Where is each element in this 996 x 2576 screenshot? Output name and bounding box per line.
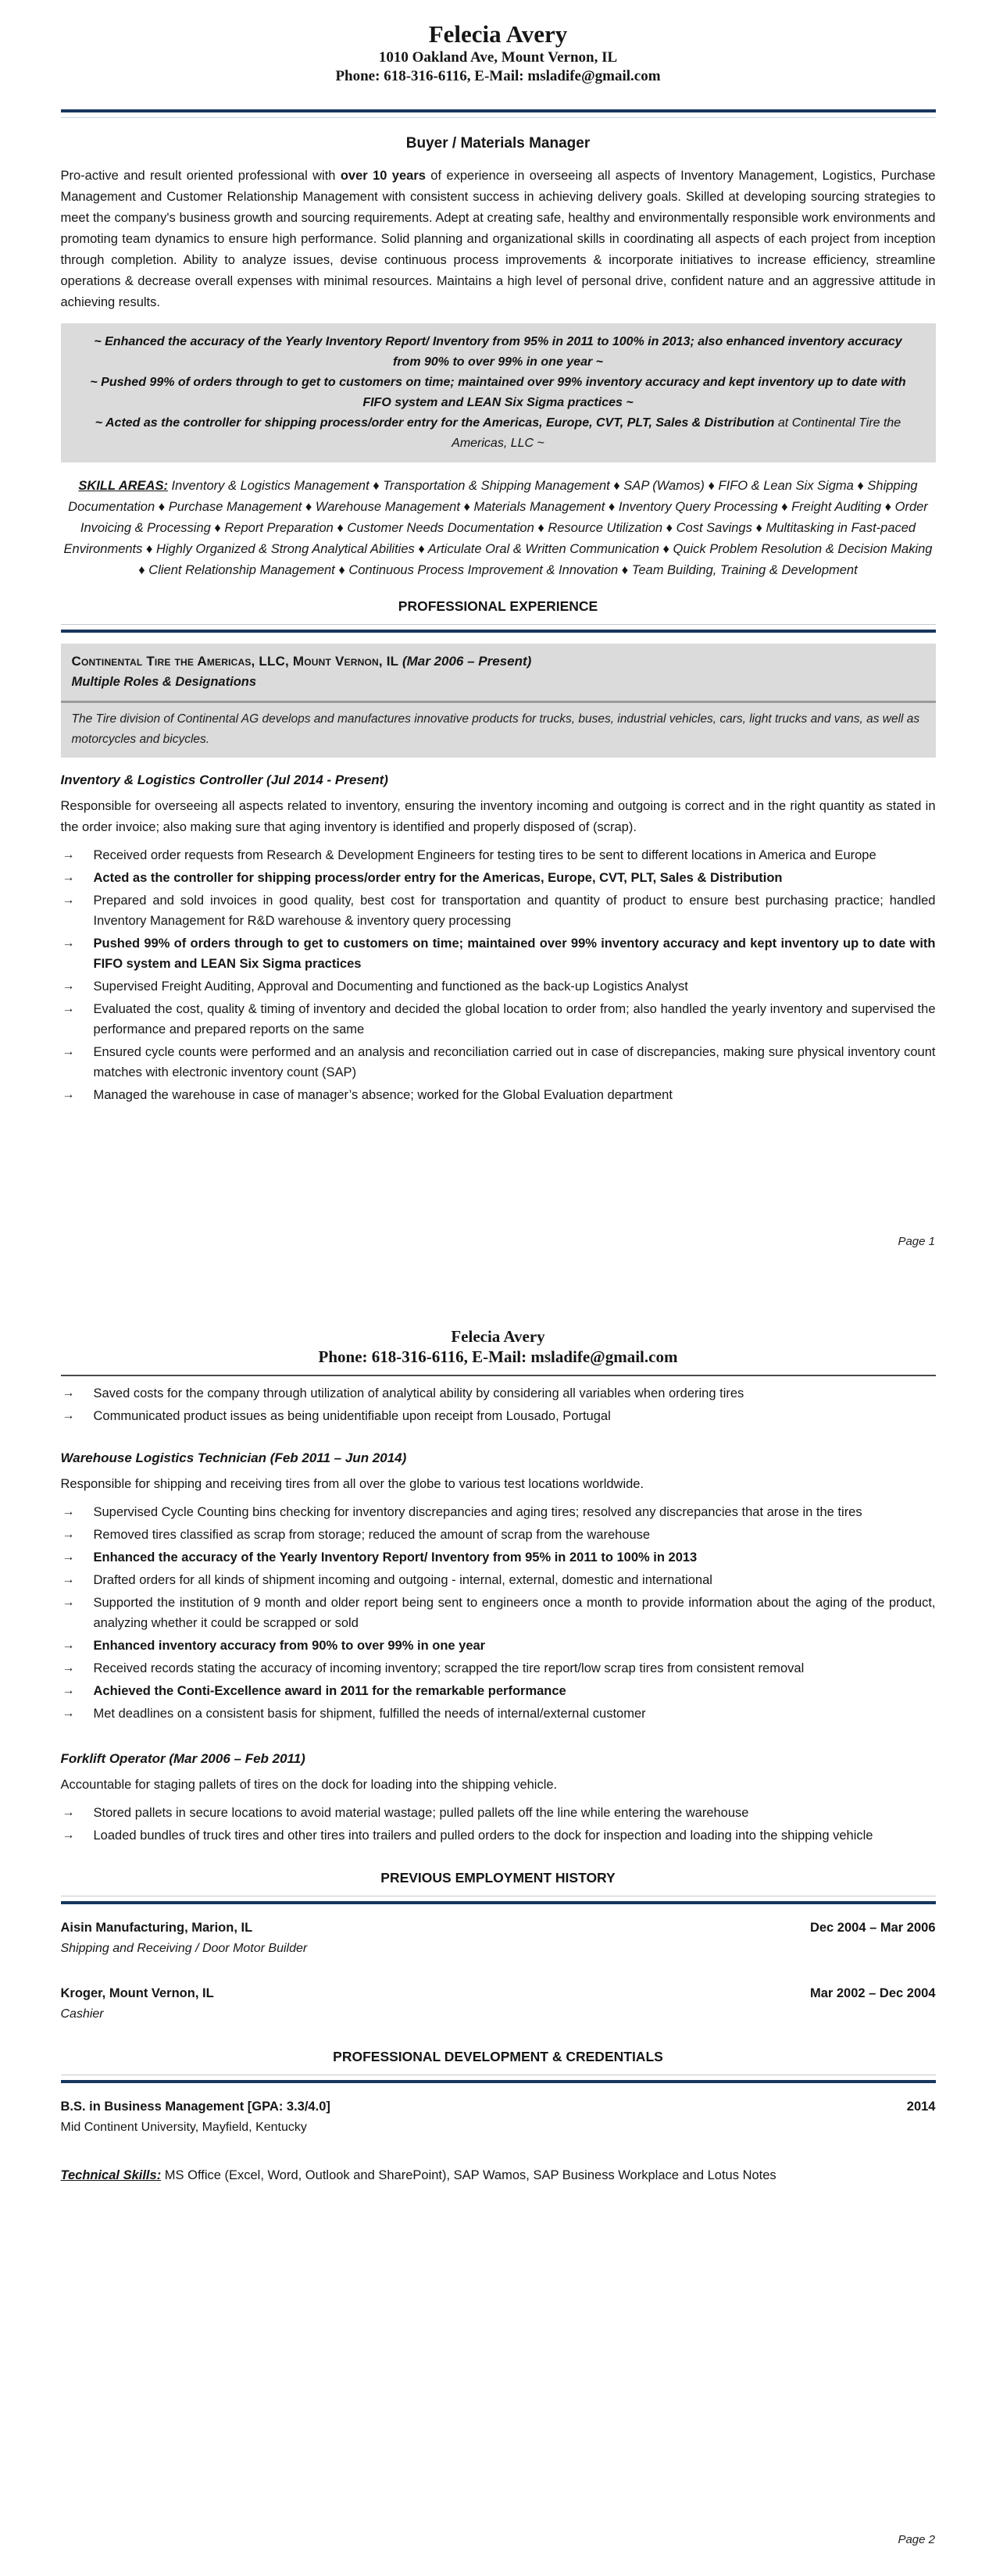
section-heading-professional-experience: PROFESSIONAL EXPERIENCE bbox=[398, 598, 598, 614]
education-entry bbox=[61, 2096, 936, 2138]
previous-dates: Mar 2002 – Dec 2004 bbox=[809, 1986, 936, 2000]
section-divider bbox=[61, 1896, 936, 1904]
resume-address: 1010 Oakland Ave, Mount Vernon, IL bbox=[378, 49, 618, 66]
bullet-text: Removed tires classified as scrap from storage; reduced the amount of scrap from the warehouse bbox=[93, 1528, 651, 1542]
bullet-text: Met deadlines on a consistent basis for shipment, fulfilled the needs of internal/external customer bbox=[93, 1707, 646, 1721]
header-divider bbox=[61, 109, 936, 118]
employer-subtitle: Multiple Roles & Designations bbox=[71, 675, 257, 689]
bullet-text: Received order requests from Research & Development Engineers for testing tires to be sent to different locations in America and Europe bbox=[93, 848, 876, 862]
bullet-text: Drafted orders for all kinds of shipment incoming and outgoing - internal, external, domestic and international bbox=[93, 1573, 712, 1587]
bullet-item bbox=[61, 1570, 936, 1590]
technical-skills-text: MS Office (Excel, Word, Outlook and SharePoint), SAP Wamos, SAP Business Workplace and Lotus Notes bbox=[161, 2168, 776, 2182]
school: Mid Continent University, Mayfield, Kentucky bbox=[60, 2121, 307, 2134]
graduation-year: 2014 bbox=[906, 2100, 936, 2114]
bullet-text: Enhanced the accuracy of the Yearly Inventory Report/ Inventory from 95% in 2011 to 100% in 2013 bbox=[93, 1550, 698, 1565]
section-heading-previous-employment: PREVIOUS EMPLOYMENT HISTORY bbox=[380, 1870, 616, 1886]
previous-employment-entry bbox=[61, 1918, 936, 1959]
job-title-forklift-operator: Forklift Operator (Mar 2006 – Feb 2011) bbox=[60, 1751, 305, 1766]
previous-company: Kroger, Mount Vernon, IL bbox=[60, 1986, 214, 2000]
previous-dates: Dec 2004 – Mar 2006 bbox=[809, 1921, 936, 1935]
bullet-item bbox=[61, 933, 936, 974]
arrow-bullet-icon: → bbox=[62, 1707, 75, 1720]
section-heading-credentials: PROFESSIONAL DEVELOPMENT & CREDENTIALS bbox=[333, 2049, 663, 2064]
arrow-bullet-icon: → bbox=[62, 848, 75, 862]
target-role-title: Buyer / Materials Manager bbox=[405, 135, 591, 152]
arrow-bullet-icon: → bbox=[62, 979, 75, 993]
bullet-text: Stored pallets in secure locations to avoid material wastage; pulled pallets off the line while entering the warehouse bbox=[93, 1806, 749, 1820]
job1-bullet-list bbox=[61, 845, 936, 1105]
degree: B.S. in Business Management [GPA: 3.3/4.0] bbox=[60, 2100, 330, 2114]
skill-areas-list: Inventory & Logistics Management ♦ Transportation & Shipping Management ♦ SAP (Wamos) ♦ FIFO & Lean Six Sigma ♦ Shipping Documentation ♦ Purchase Management ♦ Warehouse Management ♦ Materials Management ♦ Inventory Query Processing ♦ Freight Auditing ♦ Order Invoicing & Processing ♦ Report Preparation ♦ Customer Needs Documentation ♦ Resource Utilization ♦ Cost Savings ♦ Multitasking in Fast-paced Environments ♦ Highly Organized & Strong Analytical Abilities ♦ Articulate Oral & Written Communication ♦ Quick Problem Resolution & Decision Making ♦ Client Relationship Management ♦ Continuous Process Improvement & Innovation ♦ Team Building, Training & Development bbox=[63, 479, 933, 577]
arrow-bullet-icon: → bbox=[62, 1409, 75, 1422]
page-number: Page 1 bbox=[898, 1235, 935, 1248]
page-number: Page 2 bbox=[898, 2533, 935, 2546]
page2-header bbox=[61, 1297, 936, 1368]
summary-bold-text: over 10 years bbox=[340, 169, 426, 183]
bullet-text: Managed the warehouse in case of manager’s absence; worked for the Global Evaluation department bbox=[93, 1088, 673, 1102]
bullet-item bbox=[61, 1383, 936, 1404]
job-summary: Accountable for staging pallets of tires on the dock for loading into the shipping vehicle. bbox=[60, 1778, 558, 1792]
arrow-bullet-icon: → bbox=[62, 1661, 75, 1675]
job2-bullet-list bbox=[61, 1502, 936, 1724]
skill-areas-label: SKILL AREAS: bbox=[78, 479, 168, 493]
achievement-plain-part: at Continental Tire the Americas, LLC ~ bbox=[452, 416, 901, 450]
job-summary: Responsible for overseeing all aspects related to inventory, ensuring the inventory incoming and outgoing is correct and in the right quantity as stated in the order invoice; also making sure that aging inventory is identified and properly disposed of (scrap). bbox=[60, 799, 936, 834]
summary-text: of experience in overseeing all aspects of Inventory Management, Logistics, Purchase Management and Customer Relationship Management with consistent success in achieving delivery goals. Skilled at developing sourcing strategies to meet the company's business growth and sourcing requirements. Adept at creating safe, healthy and environmentally responsible work environments and promoting team dynamics to ensure high performance. Solid planning and organizational skills in coordinating all aspects of each project from inception through completion. Ability to analyze issues, devise continuous process improvements & incorporate initiatives to increase efficiency, streamline operations & decrease overall expenses with minimal resources. Maintains a high level of personal drive, confident nature and an aggressive attitude in achieving results. bbox=[60, 169, 936, 309]
arrow-bullet-icon: → bbox=[62, 1684, 75, 1697]
previous-role: Cashier bbox=[60, 2007, 104, 2021]
job-title-warehouse-logistics-technician: Warehouse Logistics Technician (Feb 2011 – Jun 2014) bbox=[60, 1450, 407, 1465]
bullet-item bbox=[61, 1636, 936, 1656]
bullet-item bbox=[61, 1525, 936, 1545]
employer-dates: (Mar 2006 – Present) bbox=[402, 654, 532, 669]
bullet-text: Supervised Cycle Counting bins checking for inventory discrepancies and aging tires; resolved any discrepancies that arose in the tires bbox=[93, 1505, 862, 1519]
bullet-text: Supported the institution of 9 month and older report being sent to engineers once a month to provide information about the aging of the product, analyzing whether it could be scrapped or sold bbox=[93, 1596, 936, 1630]
arrow-bullet-icon: → bbox=[62, 871, 75, 884]
bullet-item bbox=[61, 1593, 936, 1633]
bullet-text: Prepared and sold invoices in good quality, best cost for transportation and quantity of product to ensure best purchasing practice; handled Inventory Management for R&D warehouse & inventory query processing bbox=[93, 894, 936, 928]
bullet-text: Saved costs for the company through utilization of analytical ability by considering all variables when ordering tires bbox=[93, 1386, 744, 1400]
arrow-bullet-icon: → bbox=[62, 937, 75, 950]
resume-contact: Phone: 618-316-6116, E-Mail: msladife@gmail.com bbox=[318, 1347, 678, 1366]
bullet-text: Pushed 99% of orders through to get to customers on time; maintained over 99% inventory accuracy and kept inventory up to date with FIFO system and LEAN Six Sigma practices bbox=[93, 937, 936, 971]
bullet-item bbox=[61, 845, 936, 865]
technical-skills bbox=[61, 2165, 936, 2186]
achievement-statement: ~ Enhanced the accuracy of the Yearly Inventory Report/ Inventory from 95% in 2011 to 100% in 2013; also enhanced inventory accuracy from 90% to over 99% in one year ~ bbox=[94, 335, 902, 369]
key-achievements-box bbox=[61, 323, 936, 462]
bullet-item bbox=[61, 1681, 936, 1701]
arrow-bullet-icon: → bbox=[62, 1550, 75, 1564]
bullet-item bbox=[61, 1406, 936, 1426]
skill-areas bbox=[61, 476, 936, 581]
previous-employment-entry bbox=[61, 1983, 936, 2025]
bullet-text: Communicated product issues as being unidentifiable upon receipt from Lousado, Portugal bbox=[93, 1409, 611, 1423]
resume-contact: Phone: 618-316-6116, E-Mail: msladife@gmail.com bbox=[335, 68, 661, 84]
arrow-bullet-icon: → bbox=[62, 1088, 75, 1101]
arrow-bullet-icon: → bbox=[62, 1505, 75, 1518]
technical-skills-label: Technical Skills: bbox=[60, 2168, 162, 2182]
arrow-bullet-icon: → bbox=[62, 1528, 75, 1541]
previous-company: Aisin Manufacturing, Marion, IL bbox=[60, 1921, 253, 1935]
bullet-item bbox=[61, 1547, 936, 1568]
section-divider bbox=[61, 624, 936, 633]
bullet-item bbox=[61, 1085, 936, 1105]
arrow-bullet-icon: → bbox=[62, 1639, 75, 1652]
bullet-text: Received records stating the accuracy of incoming inventory; scrapped the tire report/low scrap tires from consistent removal bbox=[93, 1661, 805, 1675]
bullet-text: Enhanced inventory accuracy from 90% to over 99% in one year bbox=[93, 1639, 486, 1653]
bullet-text: Achieved the Conti-Excellence award in 2011 for the remarkable performance bbox=[93, 1684, 566, 1698]
bullet-item bbox=[61, 890, 936, 931]
professional-summary bbox=[61, 166, 936, 313]
arrow-bullet-icon: → bbox=[62, 1596, 75, 1609]
employer-description: The Tire division of Continental AG develops and manufactures innovative products for trucks, buses, industrial vehicles, cars, light trucks and vans, as well as motorcycles and bicycles. bbox=[61, 703, 936, 758]
arrow-bullet-icon: → bbox=[62, 1386, 75, 1400]
bullet-item bbox=[61, 1803, 936, 1823]
summary-text: Pro-active and result oriented professional with bbox=[60, 169, 341, 183]
bullet-text: Evaluated the cost, quality & timing of inventory and decided the global location to order from; also handled the yearly inventory and supervised the performance and prepared reports on the same bbox=[93, 1002, 936, 1036]
arrow-bullet-icon: → bbox=[62, 894, 75, 907]
bullet-text: Loaded bundles of truck tires and other tires into trailers and pulled orders to the dock for inspection and loading into the shipping vehicle bbox=[93, 1829, 873, 1843]
arrow-bullet-icon: → bbox=[62, 1806, 75, 1819]
bullet-item bbox=[61, 1825, 936, 1846]
resume-name: Felecia Avery bbox=[428, 20, 568, 48]
bullet-item bbox=[61, 868, 936, 888]
achievement-statement: ~ Pushed 99% of orders through to get to customers on time; maintained over 99% inventory accuracy and kept inventory up to date with FIFO system and LEAN Six Sigma practices ~ bbox=[90, 376, 906, 409]
job3-bullet-list bbox=[61, 1803, 936, 1846]
bullet-text: Ensured cycle counts were performed and an analysis and reconciliation carried out in case of discrepancies, making sure physical inventory count matches with electronic inventory count (SAP) bbox=[93, 1045, 936, 1079]
arrow-bullet-icon: → bbox=[62, 1829, 75, 1842]
bullet-item bbox=[61, 1042, 936, 1083]
bullet-item bbox=[61, 1658, 936, 1679]
achievement-bold-part: ~ Acted as the controller for shipping process/order entry for the Americas, Europe, CVT, PLT, Sales & Distribution bbox=[95, 416, 775, 430]
bullet-item bbox=[61, 999, 936, 1040]
arrow-bullet-icon: → bbox=[62, 1573, 75, 1586]
achievement-statement bbox=[81, 413, 916, 454]
previous-role: Shipping and Receiving / Door Motor Builder bbox=[60, 1942, 308, 1955]
job-summary: Responsible for shipping and receiving tires from all over the globe to various test locations worldwide. bbox=[60, 1477, 644, 1491]
arrow-bullet-icon: → bbox=[62, 1002, 75, 1015]
section-divider bbox=[61, 2075, 936, 2083]
bullet-text: Acted as the controller for shipping process/order entry for the Americas, Europe, CVT, PLT, Sales & Distribution bbox=[93, 871, 783, 885]
bullet-item bbox=[61, 1502, 936, 1522]
bullet-item bbox=[61, 976, 936, 997]
employer-name: Continental Tire the Americas, LLC, Mount Vernon, IL bbox=[71, 654, 399, 669]
resume-page-2 bbox=[0, 1297, 996, 2576]
page1-header bbox=[61, 0, 936, 86]
job-title-inventory-logistics-controller: Inventory & Logistics Controller (Jul 2014 - Present) bbox=[60, 772, 388, 787]
resume-name: Felecia Avery bbox=[451, 1327, 545, 1346]
employer-header-box bbox=[61, 644, 936, 703]
header-divider bbox=[61, 1375, 936, 1376]
bullet-text: Supervised Freight Auditing, Approval and Documenting and functioned as the back-up Logistics Analyst bbox=[93, 979, 688, 994]
job1-continued-bullet-list bbox=[61, 1383, 936, 1426]
bullet-item bbox=[61, 1704, 936, 1724]
arrow-bullet-icon: → bbox=[62, 1045, 75, 1058]
